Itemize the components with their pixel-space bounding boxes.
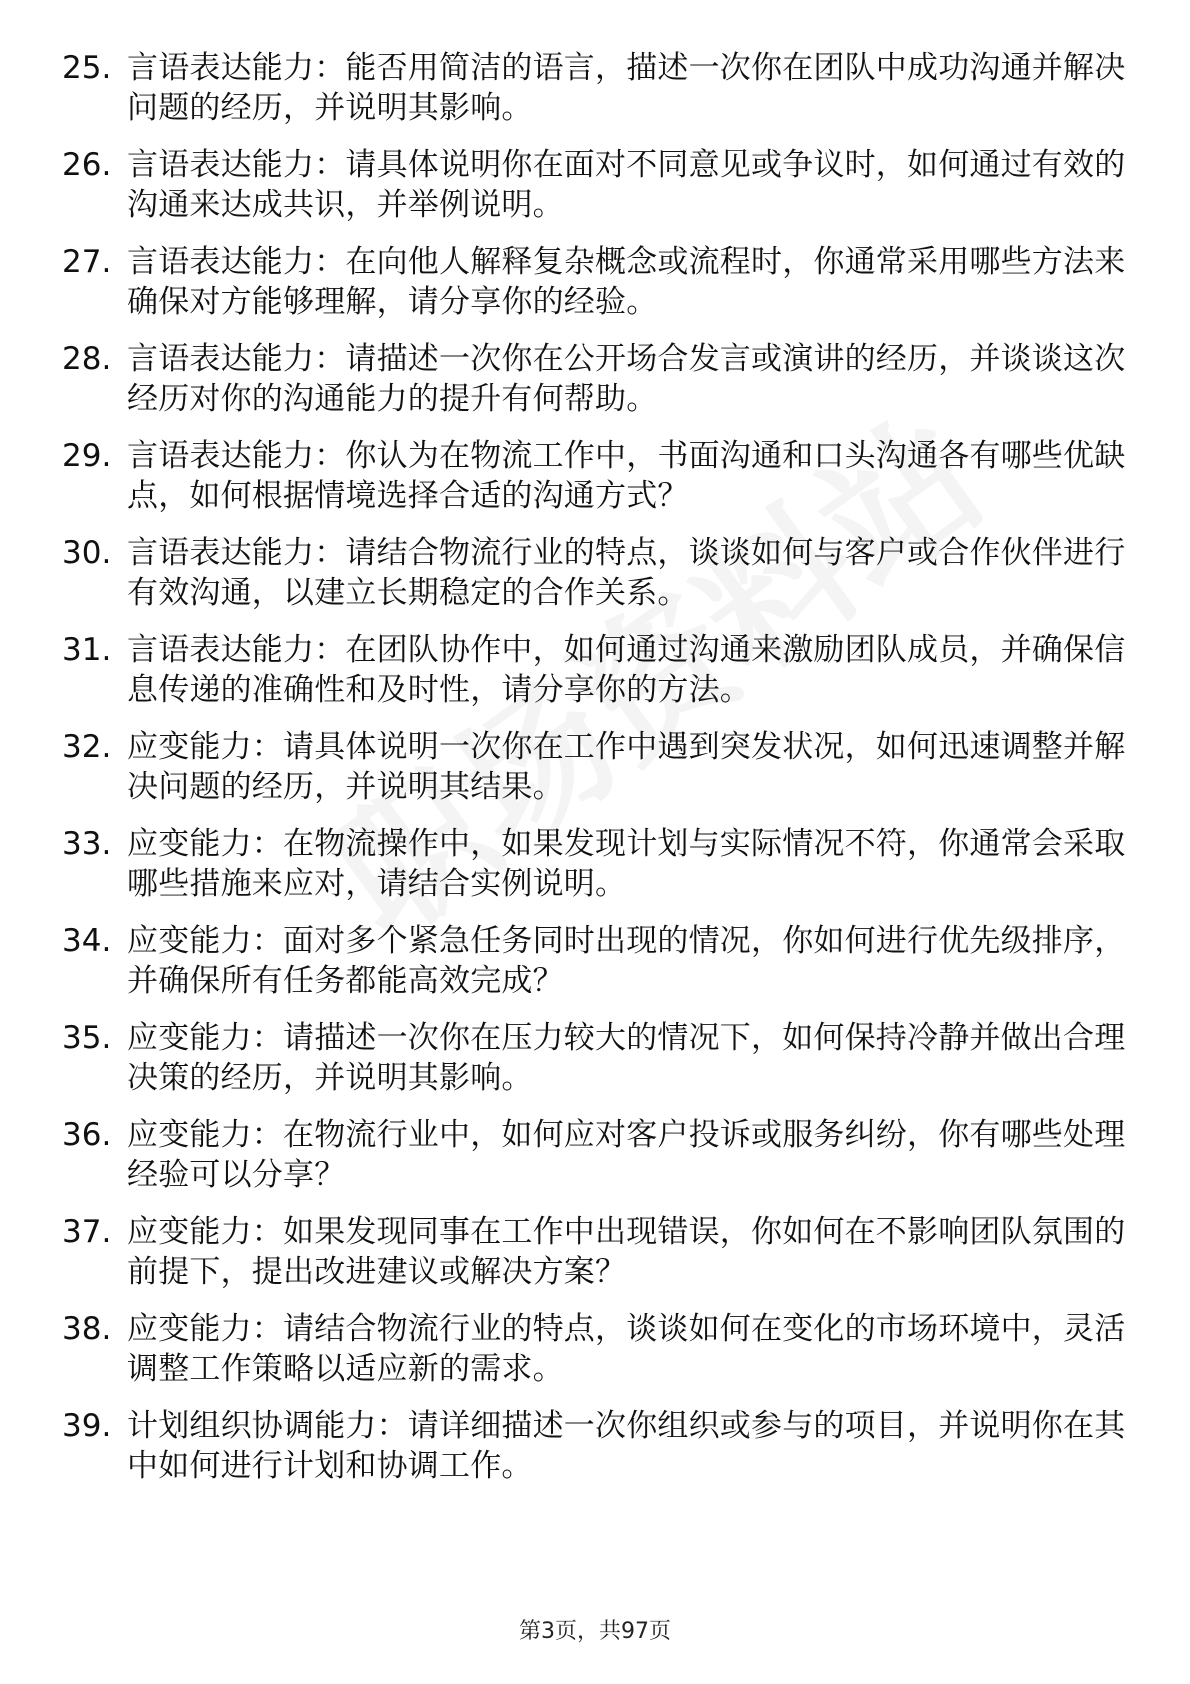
question-item	[62, 242, 1132, 339]
question-text: 言语表达能力：请描述一次你在公开场合发言或演讲的经历，并谈谈这次经历对你的沟通能力的提升有何帮助。	[127, 341, 1126, 417]
question-number: 34.	[62, 923, 112, 959]
question-text: 应变能力：如果发现同事在工作中出现错误，你如何在不影响团队氛围的前提下，提出改进建议或解决方案？	[127, 1214, 1126, 1290]
question-number: 36.	[62, 1117, 112, 1153]
question-number: 39.	[62, 1408, 112, 1444]
question-number: 32.	[62, 729, 112, 765]
question-item	[62, 1406, 1132, 1503]
page-footer: 第3页，共97页	[519, 1619, 671, 1644]
question-text: 言语表达能力：在向他人解释复杂概念或流程时，你通常采用哪些方法来确保对方能够理解，请分享你的经验。	[127, 244, 1126, 320]
question-number: 28.	[62, 341, 112, 377]
question-number: 25.	[62, 50, 112, 86]
question-text: 应变能力：在物流行业中，如何应对客户投诉或服务纠纷，你有哪些处理经验可以分享？	[127, 1117, 1126, 1193]
question-text: 言语表达能力：在团队协作中，如何通过沟通来激励团队成员，并确保信息传递的准确性和及时性，请分享你的方法。	[127, 632, 1126, 708]
question-number: 33.	[62, 826, 112, 862]
question-item	[62, 824, 1132, 921]
question-item	[62, 339, 1132, 436]
question-item	[62, 436, 1132, 533]
question-number: 26.	[62, 147, 112, 183]
question-text: 应变能力：请结合物流行业的特点，谈谈如何在变化的市场环境中，灵活调整工作策略以适应新的需求。	[127, 1311, 1126, 1387]
question-text: 应变能力：请描述一次你在压力较大的情况下，如何保持冷静并做出合理决策的经历，并说明其影响。	[127, 1020, 1126, 1096]
question-item	[62, 727, 1132, 824]
question-text: 计划组织协调能力：请详细描述一次你组织或参与的项目，并说明你在其中如何进行计划和协调工作。	[127, 1408, 1126, 1484]
question-number: 31.	[62, 632, 112, 668]
question-item	[62, 1018, 1132, 1115]
question-text: 应变能力：面对多个紧急任务同时出现的情况，你如何进行优先级排序，并确保所有任务都能高效完成？	[127, 923, 1126, 999]
question-number: 29.	[62, 438, 112, 474]
question-item	[62, 1212, 1132, 1309]
question-text: 言语表达能力：你认为在物流工作中，书面沟通和口头沟通各有哪些优缺点，如何根据情境选择合适的沟通方式？	[127, 438, 1126, 514]
question-item	[62, 921, 1132, 1018]
question-text: 应变能力：请具体说明一次你在工作中遇到突发状况，如何迅速调整并解决问题的经历，并说明其结果。	[127, 729, 1126, 805]
question-item	[62, 48, 1132, 145]
question-text: 言语表达能力：请具体说明你在面对不同意见或争议时，如何通过有效的沟通来达成共识，并举例说明。	[127, 147, 1126, 223]
question-text: 言语表达能力：能否用简洁的语言，描述一次你在团队中成功沟通并解决问题的经历，并说明其影响。	[127, 50, 1126, 126]
question-item	[62, 630, 1132, 727]
question-number: 38.	[62, 1311, 112, 1347]
question-list	[62, 48, 1132, 1503]
question-number: 37.	[62, 1214, 112, 1250]
question-item	[62, 1309, 1132, 1406]
question-number: 35.	[62, 1020, 112, 1056]
question-number: 30.	[62, 535, 112, 571]
question-item	[62, 1115, 1132, 1212]
question-item	[62, 533, 1132, 630]
question-number: 27.	[62, 244, 112, 280]
question-text: 言语表达能力：请结合物流行业的特点，谈谈如何与客户或合作伙伴进行有效沟通，以建立长期稳定的合作关系。	[127, 535, 1126, 611]
question-text: 应变能力：在物流操作中，如果发现计划与实际情况不符，你通常会采取哪些措施来应对，请结合实例说明。	[127, 826, 1126, 902]
question-item	[62, 145, 1132, 242]
